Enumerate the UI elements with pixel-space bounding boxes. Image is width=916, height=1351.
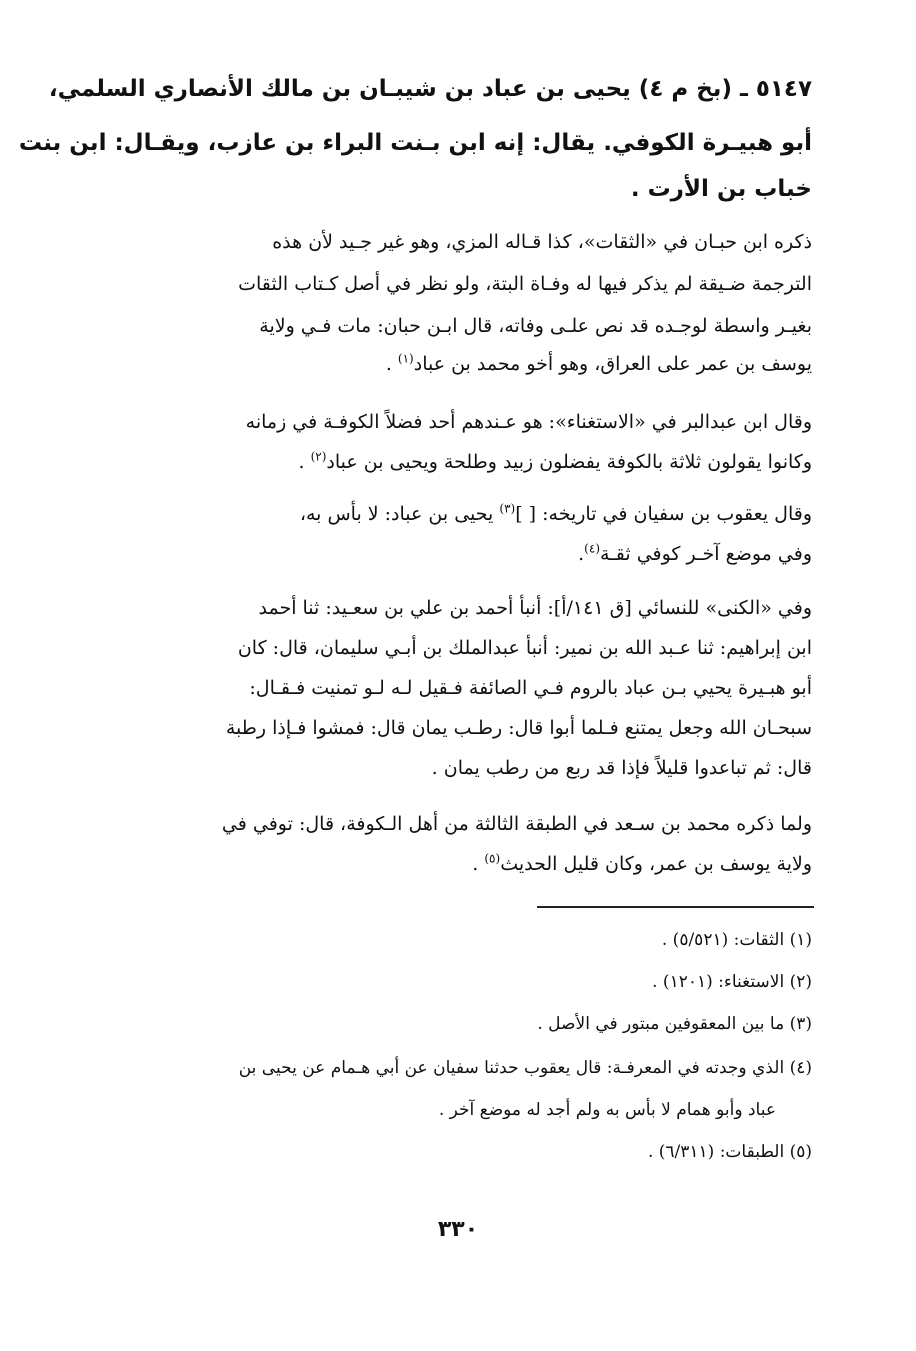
footnote-1: (١) الثقات: (٥/٥٢١) . [661, 930, 812, 950]
paragraph-4-line-4: سبحـان الله وجعل يمتنع فـلما أبوا قال: رطـب يمان قال: فمشوا فـإذا رطبة [225, 717, 812, 739]
paragraph-4-line-5: قال: ثم تباعدوا قليلاً فإذا قد ربع من رطب يمان . [431, 757, 812, 779]
paragraph-1-line-4-text: يوسف بن عمر على العراق، وهو أخو محمد بن عباد [413, 353, 812, 375]
entry-heading-line-1: ٥١٤٧ ـ (بخ م ٤) يحيى بن عباد بن شيبـان بن مالك الأنصاري السلمي، [48, 76, 812, 102]
entry-heading-line-3: خباب بن الأرت . [630, 176, 812, 202]
footnote-ref-1: (١) [397, 351, 414, 366]
page-number: ٣٣٠ [437, 1217, 479, 1242]
paragraph-5-line-1: ولما ذكره محمد بن سـعد في الطبقة الثالثة من أهل الـكوفة، قال: توفي في [221, 813, 812, 835]
paragraph-3-line-1 [102, 494, 812, 534]
paragraph-5-line-2 [102, 844, 812, 884]
paragraph-3-line-2-text: وفي موضع آخـر كوفي ثقـة [600, 543, 812, 565]
paragraph-2-line-2 [102, 442, 812, 482]
footnote-4-line-2: عباد وأبو همام لا بأس به ولم أجد له موضع آخر . [438, 1100, 776, 1120]
paragraph-3-line-2 [102, 534, 812, 574]
footnote-4-line-1: (٤) الذي وجدته في المعرفـة: قال يعقوب حدثنا سفيان عن أبي هـمام عن يحيى بن [238, 1058, 812, 1078]
paragraph-2-line-1: وقال ابن عبدالبر في «الاستغناء»: هو عـندهم أحد فضلاً الكوفـة في زمانه [245, 411, 812, 433]
paragraph-3-line-1-post: يحيى بن عباد: لا بأس به، [299, 503, 500, 525]
paragraph-1-line-4-tail: . [385, 353, 398, 375]
paragraph-2-line-2-text: وكانوا يقولون ثلاثة بالكوفة يفضلون زبيد وطلحة ويحيى بن عباد [326, 451, 812, 473]
footnote-3: (٣) ما بين المعقوفين مبتور في الأصل . [537, 1014, 812, 1034]
footnote-5: (٥) الطبقات: (٦/٣١١) . [647, 1142, 812, 1162]
footnote-ref-3: (٣) [499, 501, 516, 516]
paragraph-1-line-2: الترجمة ضـيقة لم يذكر فيها له وفـاة البتة، ولو نظر في أصل كـتاب الثقات [238, 273, 812, 295]
footnote-ref-5: (٥) [484, 851, 501, 866]
paragraph-1-line-3: بغيـر واسطة لوجـده قد نص علـى وفاته، قال ابـن حبان: مات فـي ولاية [259, 315, 812, 337]
footnote-ref-2: (٢) [310, 449, 327, 464]
footnote-separator [537, 906, 814, 908]
paragraph-2-line-2-tail: . [298, 451, 311, 473]
paragraph-3-line-1-pre: وقال يعقوب بن سفيان في تاريخه: [ ] [515, 503, 812, 525]
paragraph-4-line-1: وفي «الكنى» للنسائي [ق ١٤١/أ]: أنبأ أحمد بن علي بن سعـيد: ثنا أحمد [258, 597, 812, 619]
paragraph-3-line-2-tail: . [578, 543, 585, 565]
paragraph-5-line-2-tail: . [472, 853, 485, 875]
footnote-ref-4: (٤) [584, 541, 600, 556]
footnote-2: (٢) الاستغناء: (١٢٠١) . [652, 972, 812, 992]
paragraph-5-line-2-text: ولاية يوسف بن عمر، وكان قليل الحديث [500, 853, 812, 875]
paragraph-4-line-3: أبو هبـيرة يحيي بـن عباد بالروم فـي الصائفة فـقيل لـه لـو تمنيت فـقـال: [249, 677, 812, 699]
paragraph-1-line-4 [102, 344, 812, 384]
entry-heading-line-2: أبو هبيـرة الكوفي. يقال: إنه ابن بـنت البراء بن عازب، ويقـال: ابن بنت [18, 130, 812, 156]
paragraph-4-line-2: ابن إبراهيم: ثنا عـبد الله بن نمير: أنبأ عبدالملك بن أبـي سليمان، قال: كان [237, 637, 812, 659]
paragraph-1-line-1: ذكره ابن حبـان في «الثقات»، كذا قـاله المزي، وهو غير جـيد لأن هذه [272, 231, 812, 253]
